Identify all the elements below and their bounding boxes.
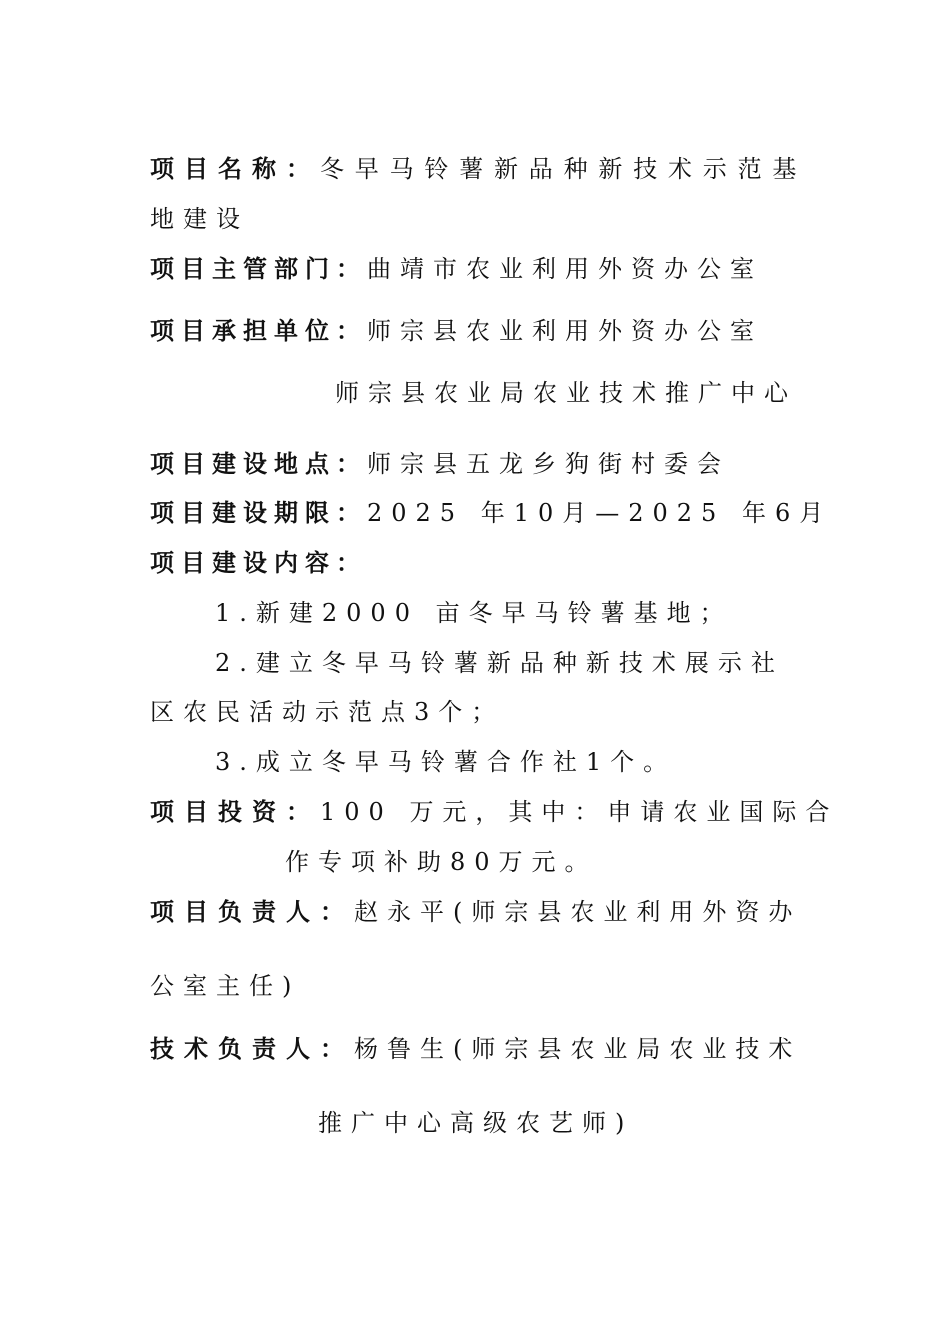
location-label: 项目建设地点： bbox=[150, 450, 367, 478]
content-item-1-text: 1.新建2000 亩冬早马铃薯基地； bbox=[215, 599, 733, 627]
undertaker-line2 bbox=[335, 378, 797, 408]
tech-leader-value-cont: 推广中心高级农艺师) bbox=[318, 1109, 634, 1137]
investment-line1 bbox=[150, 797, 838, 827]
location-line bbox=[150, 449, 730, 479]
content-heading-line bbox=[150, 548, 367, 578]
undertaker-value: 师宗县农业利用外资办公室 bbox=[367, 317, 763, 345]
location-value: 师宗县五龙乡狗街村委会 bbox=[367, 450, 730, 478]
project-name-label: 项目名称： bbox=[150, 155, 320, 183]
project-leader-value-cont: 公室主任) bbox=[150, 972, 301, 1000]
period-label: 项目建设期限： bbox=[150, 499, 367, 527]
content-item-1 bbox=[215, 598, 733, 628]
content-item-2-line2 bbox=[150, 697, 504, 727]
project-leader-line2 bbox=[150, 971, 300, 1001]
project-name-value-cont: 地建设 bbox=[150, 205, 249, 233]
department-label: 项目主管部门： bbox=[150, 255, 367, 283]
project-leader-line1 bbox=[150, 897, 801, 927]
project-name-value: 冬早马铃薯新品种新技术示范基 bbox=[320, 155, 808, 183]
investment-value: 100 万元，其中：申请农业国际合 bbox=[320, 798, 839, 826]
content-item-2-text-cont: 区农民活动示范点3个； bbox=[150, 698, 505, 726]
period-line bbox=[150, 498, 832, 528]
content-label: 项目建设内容： bbox=[150, 549, 367, 577]
project-leader-value: 赵永平(师宗县农业利用外资办 bbox=[354, 898, 802, 926]
tech-leader-value: 杨鲁生(师宗县农业局农业技术 bbox=[354, 1035, 802, 1063]
investment-label: 项目投资： bbox=[150, 798, 320, 826]
undertaker-value-second: 师宗县农业局农业技术推广中心 bbox=[335, 379, 797, 407]
undertaker-label: 项目承担单位： bbox=[150, 317, 367, 345]
content-item-2-line1 bbox=[215, 648, 784, 678]
content-item-3-text: 3.成立冬早马铃薯合作社1个。 bbox=[215, 748, 677, 776]
period-value: 2025 年10月—2025 年6月 bbox=[367, 499, 833, 527]
undertaker-line1 bbox=[150, 316, 763, 346]
content-item-2-text: 2.建立冬早马铃薯新品种新技术展示社 bbox=[215, 649, 784, 677]
department-value: 曲靖市农业利用外资办公室 bbox=[367, 255, 763, 283]
project-leader-label: 项目负责人： bbox=[150, 898, 354, 926]
investment-value-cont: 作专项补助80万元。 bbox=[285, 848, 598, 876]
content-item-3 bbox=[215, 747, 676, 777]
tech-leader-line1 bbox=[150, 1034, 801, 1064]
investment-line2 bbox=[285, 847, 598, 877]
tech-leader-line2 bbox=[318, 1108, 633, 1138]
project-name-line1 bbox=[150, 154, 807, 184]
tech-leader-label: 技术负责人： bbox=[150, 1035, 354, 1063]
project-name-line2 bbox=[150, 204, 249, 234]
department-line bbox=[150, 254, 763, 284]
